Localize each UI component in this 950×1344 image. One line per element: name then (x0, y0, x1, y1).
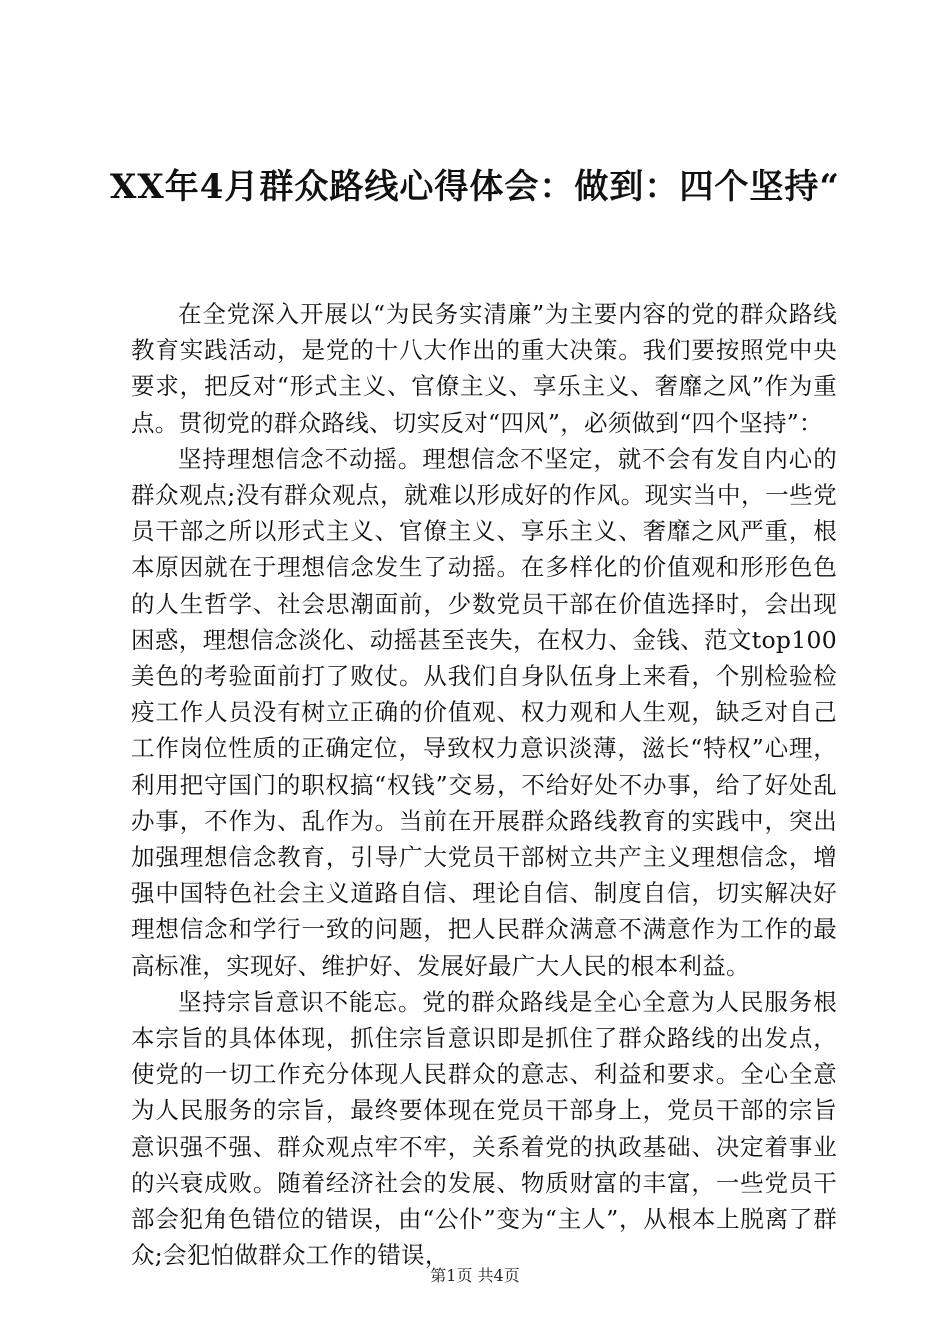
paragraph-ideals: 坚持理想信念不动摇。理想信念不坚定，就不会有发自内心的群众观点;没有群众观点，就难以形成好的作风。现实当中，一些党员干部之所以形式主义、官僚主义、享乐主义、奢靡之风严重，根本原因就在于理想信念发生了动摇。在多样化的价值观和形形色色的人生哲学、社会思潮面前，少数党员干部在价值选择时，会出现困惑，理想信念淡化、动摇甚至丧失，在权力、金钱、范文top100美色的考验面前打了败仗。从我们自身队伍身上来看，个别检验检疫工作人员没有树立正确的价值观、权力观和人生观，缺乏对自己工作岗位性质的正确定位，导致权力意识淡薄，滋长“特权”心理，利用把守国门的职权搞“权钱”交易，不给好处不办事，给了好处乱办事，不作为、乱作为。当前在开展群众路线教育的实践中，突出加强理想信念教育，引导广大党员干部树立共产主义理想信念，增强中国特色社会主义道路自信、理论自信、制度自信，切实解决好理想信念和学行一致的问题，把人民群众满意不满意作为工作的最高标准，实现好、维护好、发展好最广大人民的根本利益。 (131, 444, 837, 980)
paragraph-purpose: 坚持宗旨意识不能忘。党的群众路线是全心全意为人民服务根本宗旨的具体体现，抓住宗旨意识即是抓住了群众路线的出发点，使党的一切工作充分体现人民群众的意志、利益和要求。全心全意为人民服务的宗旨，最终要体现在党员干部身上，党员干部的宗旨意识强不强、群众观点牢不牢，关系着党的执政基础、决定着事业的兴衰成败。随着经济社会的发展、物质财富的丰富，一些党员干部会犯角色错位的错误，由“公仆”变为“主人”，从根本上脱离了群众;会犯怕做群众工作的错误， (131, 987, 837, 1270)
document-body (131, 296, 837, 1273)
document-title: XX年4月群众路线心得体会：做到：四个坚持“ (110, 167, 840, 207)
page-number: 第1页 共4页 (430, 1266, 520, 1285)
paragraph-intro: 在全党深入开展以“为民务实清廉”为主要内容的党的群众路线教育实践活动，是党的十八大作出的重大决策。我们要按照党中央要求，把反对“形式主义、官僚主义、享乐主义、奢靡之风”作为重点。贯彻党的群众路线、切实反对“四风”，必须做到“四个坚持”： (131, 300, 837, 437)
